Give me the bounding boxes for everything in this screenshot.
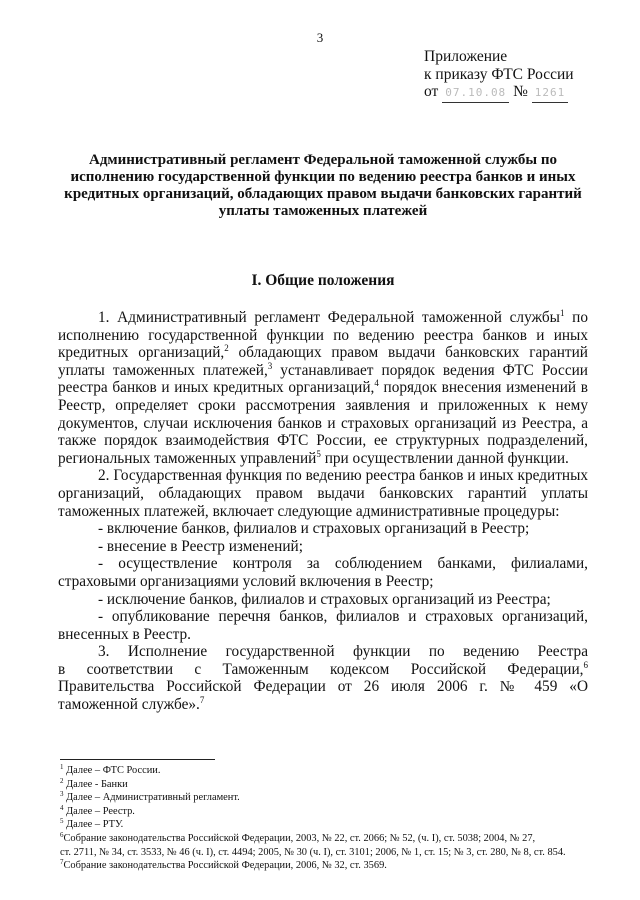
text-line xyxy=(58,661,588,679)
text-segment: - опубликование перечня банков, филиалов и страховых организаций, xyxy=(98,608,588,626)
footnote-marker: 5 xyxy=(316,448,321,459)
text-line xyxy=(58,450,588,468)
footnote-number: 5 xyxy=(60,817,64,826)
number-prefix: № xyxy=(513,83,528,100)
text-line xyxy=(58,327,588,345)
text-segment: 1. Административный регламент Федеральной таможенной службы xyxy=(98,309,560,326)
text-line xyxy=(58,678,588,696)
footnotes xyxy=(60,764,590,873)
text-segment: по xyxy=(564,309,588,326)
text-line xyxy=(58,309,588,327)
footnote-number: 6 xyxy=(60,830,64,839)
text-segment: - осуществление контроля за соблюдением банками, филиалами, xyxy=(98,555,588,573)
appendix-header xyxy=(424,48,574,103)
footnote-marker: 1 xyxy=(559,309,565,318)
footnote xyxy=(60,832,590,846)
document-title xyxy=(58,152,588,220)
text-segment: 3. Исполнение государственной функции по ведению Реестра xyxy=(98,643,588,661)
text-line xyxy=(58,397,588,415)
text-line xyxy=(58,467,588,485)
footnote-text: Далее - Банки xyxy=(63,778,128,790)
order-reference: к приказу ФТС России xyxy=(424,65,574,83)
text-segment: таможенных платежей, включает следующие административные процедуры: xyxy=(58,502,560,520)
text-line xyxy=(58,591,588,609)
text-segment: Реестр, определяет сроки рассмотрения заявления и приложенных к нему xyxy=(58,396,588,414)
section-heading: I. Общие положения xyxy=(251,272,395,289)
text-segment: таможенной службе». xyxy=(58,696,200,714)
text-line xyxy=(58,520,588,538)
footnote-marker: 2 xyxy=(224,344,229,354)
appendix-label: Приложение xyxy=(424,48,508,65)
text-line xyxy=(58,503,588,521)
title-line: Административный регламент Федеральной таможенной службы по xyxy=(88,152,557,168)
footnote-divider xyxy=(60,759,215,760)
footnote xyxy=(60,791,590,805)
footnote xyxy=(60,764,590,778)
text-segment: обладающих правом выдачи банковских гарантий xyxy=(228,344,588,362)
page-number: 3 xyxy=(316,30,324,45)
text-line xyxy=(58,379,588,397)
footnote-number: 4 xyxy=(60,803,64,812)
title-line: исполнению государственной функции по ведению реестра банков и иных xyxy=(70,169,576,185)
text-line xyxy=(58,573,588,591)
text-segment: устанавливает порядок ведения ФТС России xyxy=(272,361,588,379)
footnote-text: Собрание законодательства Российской Федерации, 2003, № 22, ст. 2066; № 52, (ч. I), ст. 5038; 2004, № 27, xyxy=(63,832,536,844)
footnote-text: Далее – Реестр. xyxy=(63,805,135,817)
footnote-number: 1 xyxy=(60,763,64,771)
text-segment: порядок внесения изменений в xyxy=(378,379,588,397)
footnote-marker: 3 xyxy=(267,361,273,371)
footnote-text: Собрание законодательства Российской Федерации, 2006, № 32, ст. 3569. xyxy=(63,860,387,872)
text-segment: - включение банков, филиалов и страховых организаций в Реестр; xyxy=(98,520,530,538)
text-segment: страховыми организациями условий включения в Реестр; xyxy=(58,572,434,590)
order-date: 07.10.08 xyxy=(442,84,509,103)
text-segment: также порядок взаимодействия ФТС России, ее структурных подразделений, xyxy=(58,432,588,450)
text-segment: уплаты таможенных платежей, xyxy=(58,361,268,379)
footnote-marker: 7 xyxy=(199,695,205,706)
text-segment: Правительства Российской Федерации от 26 июля 2006 г. № 459 «О xyxy=(58,678,588,696)
text-segment: организаций, обладающих правом выдачи банковских гарантий уплаты xyxy=(58,484,588,502)
footnote-marker: 6 xyxy=(583,660,588,670)
footnote xyxy=(60,805,590,819)
text-segment: реестра банков и иных кредитных организаций, xyxy=(58,379,375,397)
text-line xyxy=(58,344,588,362)
text-segment: в соответствии с Таможенным кодексом Российской Федерации, xyxy=(58,660,584,678)
footnote-marker: 4 xyxy=(374,379,379,389)
text-segment: документов, случаи исключения банков и страховых организаций из Реестра, а xyxy=(58,414,588,432)
footnote-number: 3 xyxy=(60,790,64,799)
text-segment: - исключение банков, филиалов и страховых организаций из Реестра; xyxy=(98,590,551,608)
text-segment: исполнению государственной функции по ведению реестра банков и иных xyxy=(58,326,588,344)
order-date-line xyxy=(424,83,574,103)
text-line xyxy=(58,696,588,714)
footnote-text: Далее – ФТС России. xyxy=(63,765,161,776)
text-segment: 2. Государственная функция по ведению реестра банков и иных кредитных xyxy=(98,467,588,485)
text-segment: кредитных организаций, xyxy=(58,344,225,362)
text-line xyxy=(58,643,588,661)
text-segment: внесенных в Реестр. xyxy=(58,625,191,643)
footnote xyxy=(60,859,590,873)
order-number: 1261 xyxy=(532,84,569,103)
footnote-text: Далее – Административный регламент. xyxy=(63,792,240,804)
text-line xyxy=(58,485,588,503)
body-text xyxy=(58,309,588,714)
text-segment: при осуществлении данной функции. xyxy=(320,449,569,467)
date-prefix: от xyxy=(424,83,439,100)
text-line xyxy=(58,538,588,556)
text-line xyxy=(58,626,588,644)
text-line xyxy=(58,362,588,380)
text-line xyxy=(58,608,588,626)
footnote-number: 2 xyxy=(60,776,64,785)
title-line: кредитных организаций, обладающих правом выдачи банковских гарантий xyxy=(64,186,582,202)
footnote xyxy=(60,818,590,832)
footnote-number: 7 xyxy=(60,858,64,867)
footnote-text: Далее – РТУ. xyxy=(63,819,124,831)
footnote xyxy=(60,846,590,860)
text-line xyxy=(58,555,588,573)
text-segment: - внесение в Реестр изменений; xyxy=(98,537,303,555)
footnote xyxy=(60,778,590,792)
text-segment: региональных таможенных управлений xyxy=(58,449,317,467)
text-line xyxy=(58,415,588,433)
title-line: уплаты таможенных платежей xyxy=(218,203,428,219)
footnote-text: ст. 2711, № 34, ст. 3533, № 46 (ч. I), ст. 4494; 2005, № 30 (ч. I), ст. 3101; 2006, № 1, ст. 15; № 3, ст. 280, № 8, ст. 854. xyxy=(60,846,566,858)
text-line xyxy=(58,432,588,450)
